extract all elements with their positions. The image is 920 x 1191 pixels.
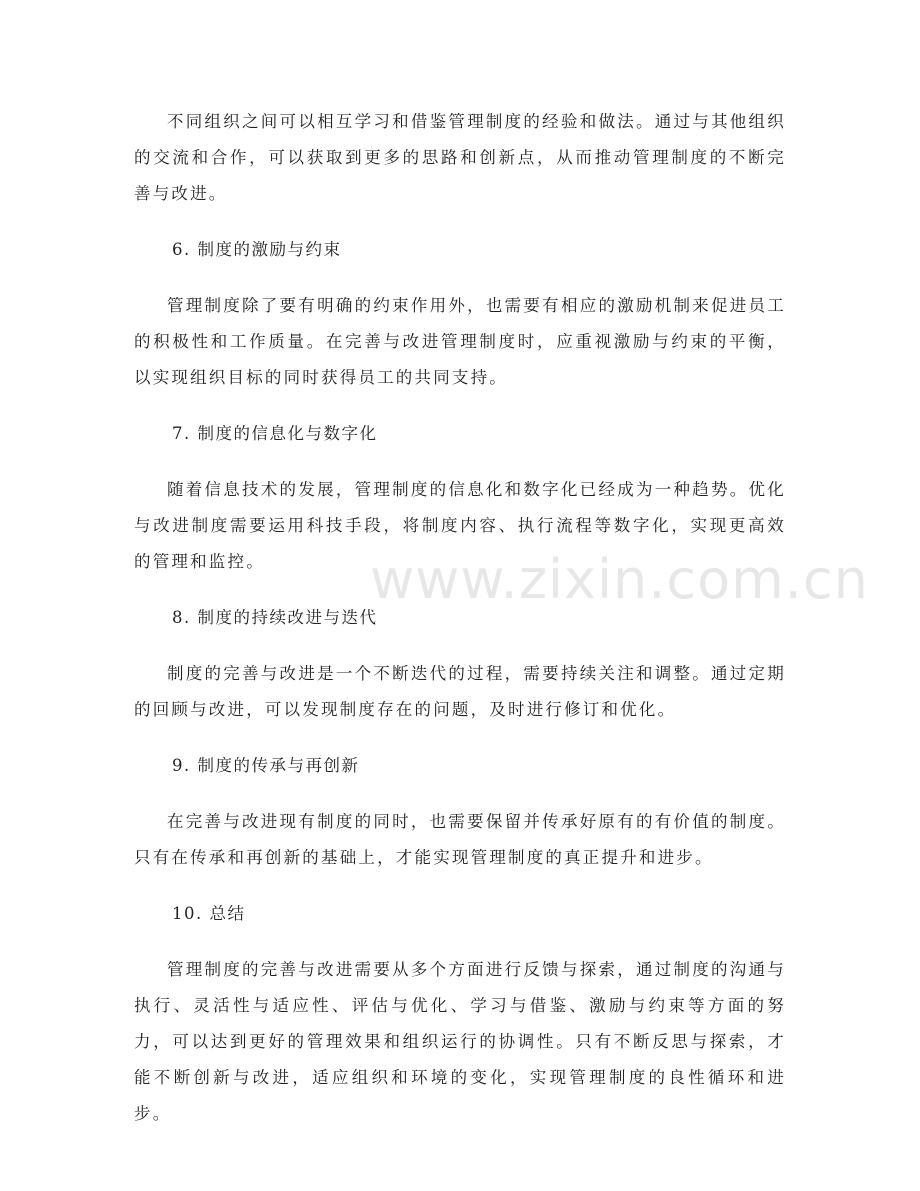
section-heading-7: 7. 制度的信息化与数字化 xyxy=(172,424,378,443)
section-heading-8: 8. 制度的持续改进与迭代 xyxy=(172,608,378,627)
paragraph-digitalization: 随着信息技术的发展，管理制度的信息化和数字化已经成为一种趋势。优化与改进制度需要运用科技手段，将制度内容、执行流程等数字化，实现更高效的管理和监控。 xyxy=(134,480,786,571)
section-heading-6: 6. 制度的激励与约束 xyxy=(172,240,342,259)
document-body xyxy=(134,104,786,1152)
watermark: www.zixin.com.cn xyxy=(370,548,869,611)
paragraph-summary: 管理制度的完善与改进需要从多个方面进行反馈与探索，通过制度的沟通与执行、灵活性与适应性、评估与优化、学习与借鉴、激励与约束等方面的努力，可以达到更好的管理效果和组织运行的协调性。只有不断反思与探索，才能不断创新与改进，适应组织和环境的变化，实现管理制度的良性循环和进步。 xyxy=(134,960,786,1123)
paragraph-iteration: 制度的完善与改进是一个不断迭代的过程，需要持续关注和调整。通过定期的回顾与改进，可以发现制度存在的问题，及时进行修订和优化。 xyxy=(134,664,786,719)
paragraph-inheritance: 在完善与改进现有制度的同时，也需要保留并传承好原有的有价值的制度。只有在传承和再创新的基础上，才能实现管理制度的真正提升和进步。 xyxy=(134,812,786,867)
paragraph-exchange: 不同组织之间可以相互学习和借鉴管理制度的经验和做法。通过与其他组织的交流和合作，可以获取到更多的思路和创新点，从而推动管理制度的不断完善与改进。 xyxy=(134,112,786,203)
section-heading-9: 9. 制度的传承与再创新 xyxy=(172,756,360,775)
section-heading-10: 10. 总结 xyxy=(172,904,246,923)
paragraph-incentive: 管理制度除了要有明确的约束作用外，也需要有相应的激励机制来促进员工的积极性和工作质量。在完善与改进管理制度时，应重视激励与约束的平衡，以实现组织目标的同时获得员工的共同支持。 xyxy=(134,296,786,387)
